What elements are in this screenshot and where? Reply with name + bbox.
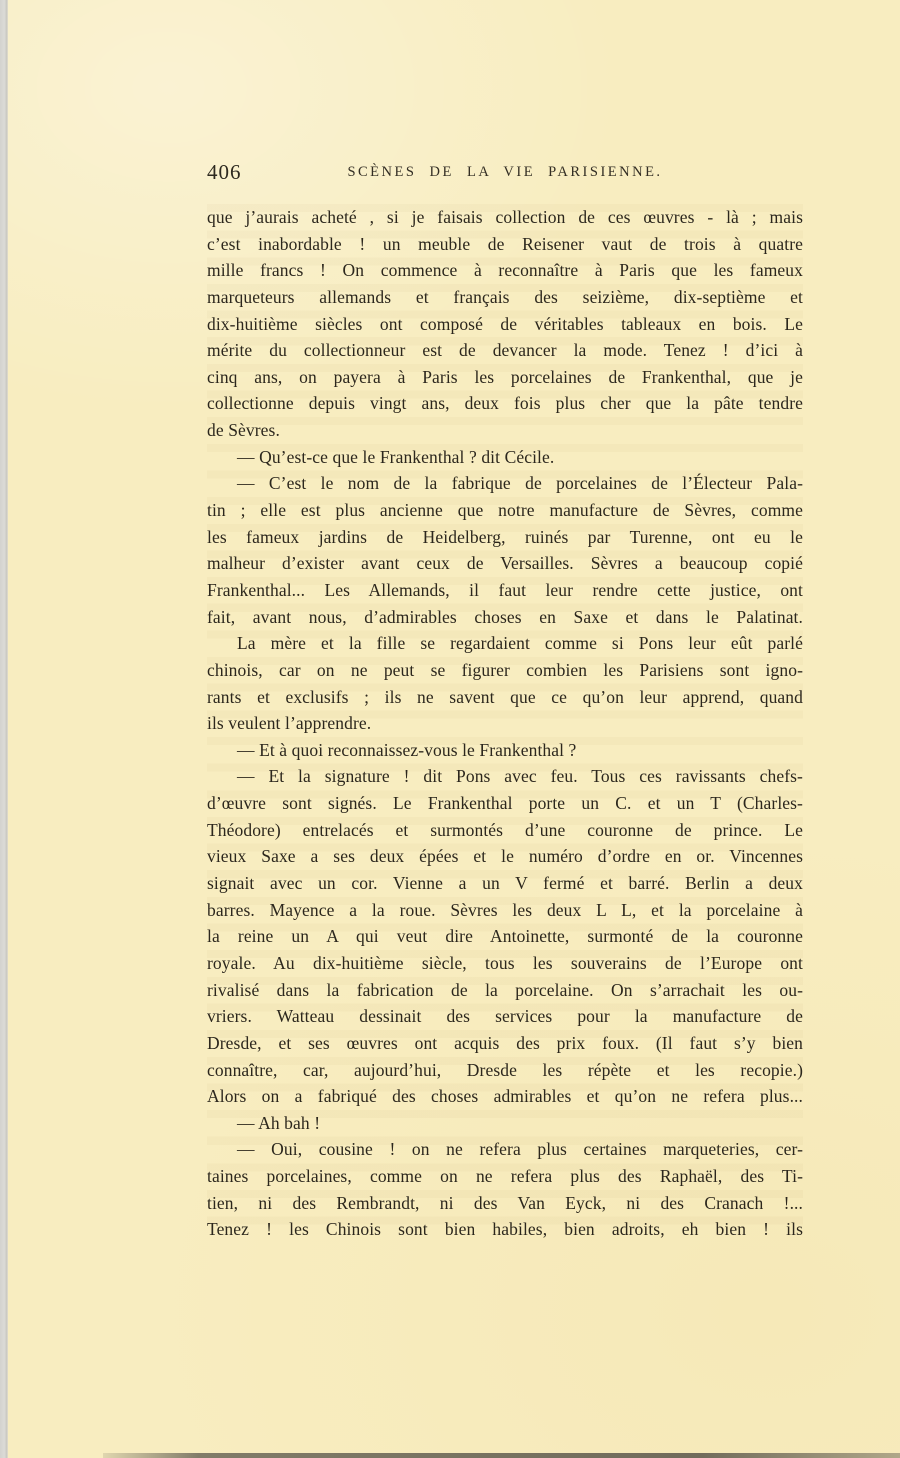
text-line: — C’est le nom de la fabrique de porcelaines de l’Électeur Pala-	[237, 473, 803, 494]
text-line: de Sèvres.	[207, 420, 280, 441]
text-line: mérite du collectionneur est de devancer la mode. Tenez ! d’ici à	[207, 340, 803, 361]
text-line: vieux Saxe a ses deux épées et le numéro d’ordre en or. Vincennes	[207, 846, 803, 867]
text-line: Dresde, et ses œuvres ont acquis des prix foux. (Il faut s’y bien	[207, 1032, 803, 1053]
text-line: mille francs ! On commence à reconnaître à Paris que les fameux	[207, 260, 803, 281]
text-line: Alors on a fabriqué des choses admirables et qu’on ne refera plus...	[207, 1086, 803, 1107]
body-text	[207, 204, 803, 1243]
text-line: — Qu’est-ce que le Frankenthal ? dit Cécile.	[237, 446, 555, 467]
book-paper	[8, 0, 900, 1458]
text-line: Tenez ! les Chinois sont bien habiles, bien adroits, eh bien ! ils	[207, 1219, 803, 1240]
text-line: La mère et la fille se regardaient comme si Pons leur eût parlé	[237, 633, 803, 654]
text-line: la reine un A qui veut dire Antoinette, surmonté de la couronne	[207, 926, 803, 947]
text-line: fait, avant nous, d’admirables choses en Saxe et dans le Palatinat.	[207, 606, 803, 627]
text-line: taines porcelaines, comme on ne refera plus des Raphaël, des Ti-	[207, 1166, 803, 1187]
page-number: 406	[207, 160, 242, 184]
text-line: signait avec un cor. Vienne a un V fermé et barré. Berlin a deux	[207, 873, 803, 894]
text-line: — Et à quoi reconnaissez-vous le Frankenthal ?	[237, 739, 577, 760]
text-line: rivalisé dans la fabrication de la porcelaine. On s’arrachait les ou-	[207, 979, 803, 1000]
text-line: tin ; elle est plus ancienne que notre manufacture de Sèvres, comme	[207, 500, 803, 521]
running-title: SCÈNES DE LA VIE PARISIENNE.	[347, 164, 663, 180]
text-line: Théodore) entrelacés et surmontés d’une couronne de prince. Le	[207, 819, 803, 840]
text-line: ils veulent l’apprendre.	[207, 713, 372, 734]
text-line: dix-huitième siècles ont composé de véritables tableaux en bois. Le	[207, 313, 803, 334]
text-line: tien, ni des Rembrandt, ni des Van Eyck, ni des Cranach !...	[207, 1192, 803, 1213]
text-line: collectionne depuis vingt ans, deux fois plus cher que la pâte tendre	[207, 393, 803, 414]
text-line: vriers. Watteau dessinait des services pour la manufacture de	[207, 1006, 803, 1027]
text-line: marqueteurs allemands et français des seizième, dix-septième et	[207, 286, 803, 307]
page-header	[207, 160, 803, 190]
text-line: — Oui, cousine ! on ne refera plus certaines marqueteries, cer-	[237, 1139, 803, 1160]
text-line: rants et exclusifs ; ils ne savent que ce qu’on leur apprend, quand	[207, 686, 803, 707]
scan-left-edge	[0, 0, 8, 1458]
text-line: connaître, car, aujourd’hui, Dresde les répète et les recopie.)	[207, 1059, 803, 1080]
scan-bottom-edge	[103, 1453, 900, 1458]
text-line: — Ah bah !	[237, 1112, 321, 1133]
text-line: que j’aurais acheté , si je faisais collection de ces œuvres - là ; mais	[207, 207, 803, 227]
text-line: malheur d’exister avant ceux de Versailles. Sèvres a beaucoup copié	[207, 553, 803, 574]
text-line: cinq ans, on payera à Paris les porcelaines de Frankenthal, que je	[207, 366, 803, 387]
text-line: barres. Mayence a la roue. Sèvres les deux L L, et la porcelaine à	[207, 899, 803, 920]
text-line: Frankenthal... Les Allemands, il faut leur rendre cette justice, ont	[207, 579, 803, 600]
text-line: — Et la signature ! dit Pons avec feu. Tous ces ravissants chefs-	[237, 766, 803, 787]
text-line: les fameux jardins de Heidelberg, ruinés par Turenne, ont eu le	[207, 526, 803, 547]
text-line: c’est inabordable ! un meuble de Reisener vaut de trois à quatre	[207, 233, 803, 254]
text-line: royale. Au dix-huitième siècle, tous les souverains de l’Europe ont	[207, 952, 803, 973]
text-line: chinois, car on ne peut se figurer combien les Parisiens sont igno-	[207, 659, 803, 680]
text-line: d’œuvre sont signés. Le Frankenthal porte un C. et un T (Charles-	[207, 793, 803, 814]
